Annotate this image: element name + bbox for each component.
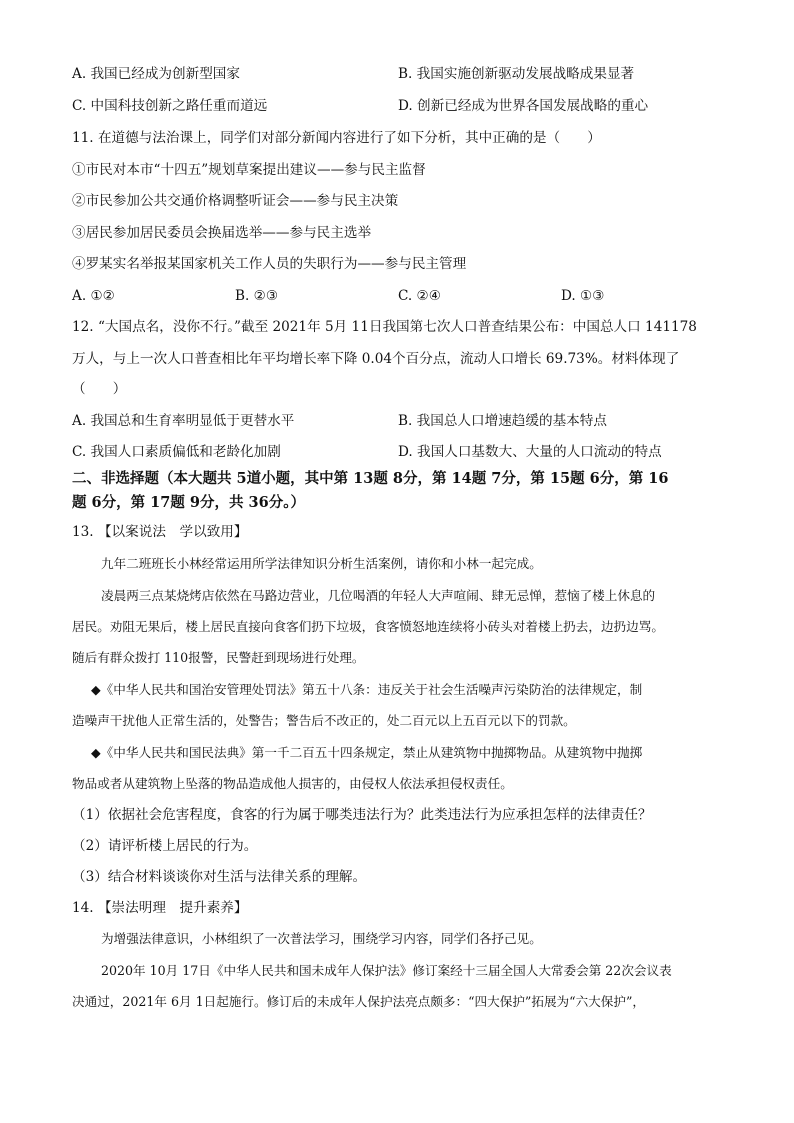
q14-paragraph-1: 为增强法律意识，小林组织了一次普法学习，围绕学习内容，同学们各抒己见。 xyxy=(101,931,542,946)
q11-option-b: B. ②③ xyxy=(235,288,279,304)
q13-subquestion-3: （3）结合材料谈谈你对生活与法律关系的理解。 xyxy=(72,869,367,885)
q10-option-d: D. 创新已经成为世界各国发展战略的重心 xyxy=(398,98,649,114)
q14-heading: 14. 【崇法明理 提升素养】 xyxy=(72,900,248,916)
section-2-title-line1: 二、非选择题（本大题共 5道小题，其中第 13题 8分，第 14题 7分，第 15题 6分，第 16 xyxy=(72,470,669,487)
q13-paragraph-2-line1: 凌晨两三点某烧烤店依然在马路边营业，几位喝酒的年轻人大声喧闹、肆无忌惮，惹恼了楼上休息的 xyxy=(101,588,656,603)
q11-stem: 11. 在道德与法治课上，同学们对部分新闻内容进行了如下分析，其中正确的是（ ） xyxy=(72,130,601,146)
q12-option-b: B. 我国总人口增速趋缓的基本特点 xyxy=(398,413,607,429)
q12-stem-line1: 12. “大国点名，没你不行。”截至 2021年 5月 11日我国第七次人口普查结果公布：中国总人口 141178 xyxy=(72,319,697,335)
q12-stem-line2: 万人，与上一次人口普查相比年平均增长率下降 0.04个百分点，流动人口增长 69.73%。材料体现了 xyxy=(72,351,680,367)
q11-item-4: ④罗某实名举报某国家机关工作人员的失职行为——参与民主管理 xyxy=(72,256,467,272)
q13-law-1-line1: ◆《中华人民共和国治安管理处罚法》第五十八条：违反关于社会生活噪声污染防治的法律规定，制 xyxy=(91,682,643,697)
q14-paragraph-2-line1: 2020年 10月 17日《中华人民共和国未成年人保护法》修订案经十三届全国人大常委会第 22次会议表 xyxy=(101,963,672,978)
q13-paragraph-2-line3: 随后有群众拨打 110报警，民警赶到现场进行处理。 xyxy=(72,650,365,665)
q13-heading: 13. 【以案说法 学以致用】 xyxy=(72,524,248,540)
q11-option-c: C. ②④ xyxy=(398,288,441,304)
q13-law-2-line2: 物品或者从建筑物上坠落的物品造成他人损害的，由侵权人依法承担侵权责任。 xyxy=(72,776,513,791)
q14-paragraph-2-line2: 决通过，2021年 6月 1日起施行。修订后的未成年人保护法亮点颇多：“四大保护”拓展为“六大保护”， xyxy=(72,994,645,1009)
q11-option-d: D. ①③ xyxy=(561,288,605,304)
q13-paragraph-1: 九年二班班长小林经常运用所学法律知识分析生活案例，请你和小林一起完成。 xyxy=(101,556,542,571)
q12-option-a: A. 我国总和生育率明显低于更替水平 xyxy=(72,413,295,429)
q10-option-b: B. 我国实施创新驱动发展战略成果显著 xyxy=(398,66,635,82)
q13-law-2-line1: ◆《中华人民共和国民法典》第一千二百五十四条规定，禁止从建筑物中抛掷物品。从建筑物中抛掷 xyxy=(91,745,643,760)
q10-option-c: C. 中国科技创新之路任重而道远 xyxy=(72,98,268,114)
q11-item-3: ③居民参加居民委员会换届选举——参与民主选举 xyxy=(72,225,372,241)
q12-option-d: D. 我国人口基数大、大量的人口流动的特点 xyxy=(398,444,662,460)
q13-paragraph-2-line2: 居民。劝阻无果后，楼上居民直接向食客们扔下垃圾，食客愤怒地连续将小砖头对着楼上扔去，边扔边骂。 xyxy=(72,619,664,634)
q13-subquestion-1: （1）依据社会危害程度，食客的行为属于哪类违法行为？此类违法行为应承担怎样的法律责任？ xyxy=(72,807,652,823)
q13-subquestion-2: （2）请评析楼上居民的行为。 xyxy=(72,838,258,854)
q11-option-a: A. ①② xyxy=(72,288,115,304)
q11-item-1: ①市民对本市“十四五”规划草案提出建议——参与民主监督 xyxy=(72,162,426,178)
q12-stem-line3: （ ） xyxy=(72,381,127,397)
q13-law-1-line2: 造噪声干扰他人正常生活的，处警告；警告后不改正的，处二百元以上五百元以下的罚款。 xyxy=(72,713,576,728)
q10-option-a: A. 我国已经成为创新型国家 xyxy=(72,66,240,82)
q12-option-c: C. 我国人口素质偏低和老龄化加剧 xyxy=(72,444,281,460)
section-2-title-line2: 题 6分，第 17题 9分，共 36分。） xyxy=(72,494,305,511)
q11-item-2: ②市民参加公共交通价格调整听证会——参与民主决策 xyxy=(72,193,399,209)
